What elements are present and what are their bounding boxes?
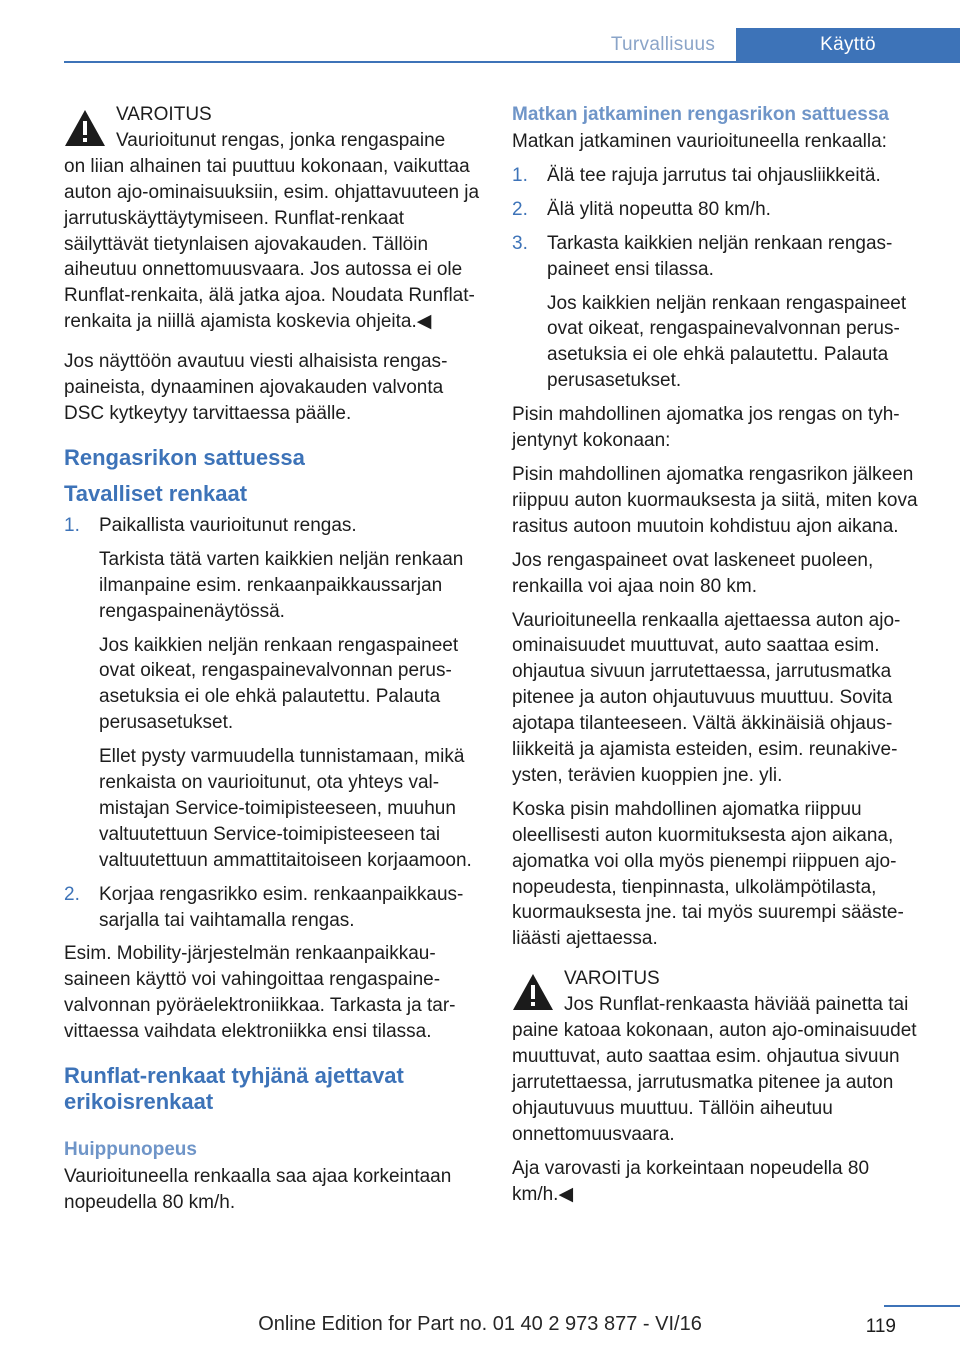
list-item — [512, 231, 928, 394]
paragraph-ominaisuudet: Vaurioituneella renkaalla ajettaessa auton ajo-ominaisuudet muuttuvat, auto saattaa esim. ohjautua sivuun jarrutettaessa, jarrutusmatka pitenee ja auton ohjautuvuus muuttuu. Sovita ajotapa tilanteeseen. Vältä äkkinäisiä ohjausliikkeitä ja ajamista esteiden, esim. reunakiveysten, terävien kuoppien jne. yli. — [512, 609, 901, 786]
step-text: Tarkasta kaikkien neljän renkaan rengaspaineet ensi tilassa. — [547, 232, 893, 280]
step-text: Korjaa rengasrikko esim. renkaanpaikkaussarjalla tai vaihtamalla rengas. — [99, 883, 464, 931]
paragraph-ajomatka-title: Pisin mahdollinen ajomatka jos rengas on tyhjentynyt kokonaan: — [512, 404, 900, 452]
warning-icon — [64, 108, 106, 148]
list-item — [64, 882, 480, 934]
left-column — [64, 102, 480, 1224]
tab-turvallisuus[interactable]: Turvallisuus — [610, 34, 716, 55]
steps-list — [64, 513, 480, 934]
paragraph-ajomatka: Pisin mahdollinen ajomatka rengasrikon jälkeen riippuu auton kuormauksesta ja siitä, miten kova rasitus autoon muutoin kohdistuu ajon aikana. — [512, 463, 918, 537]
warning-first-line: Jos Runflat-renkaasta häviää painetta tai — [564, 994, 909, 1016]
steps-list — [512, 163, 928, 394]
list-item — [64, 513, 480, 874]
warning-title: VAROITUS — [116, 104, 212, 125]
list-item — [512, 197, 928, 223]
step-number: 1. — [512, 164, 528, 186]
header-divider — [64, 61, 960, 63]
step-text: Paikallista vaurioitunut rengas. — [99, 514, 357, 536]
right-column — [512, 102, 928, 1215]
paragraph-dsc: Jos näyttöön avautuu viesti alhaisista rengaspaineista, dynaaminen ajovakauden valvonta DSC kytkeytyy tarvittaessa päälle. — [64, 351, 448, 424]
step-text: Tarkista tätä varten kaikkien neljän renkaan ilmanpaine esim. renkaanpaikkaussarjan rengaspainenäytössä. — [99, 548, 464, 622]
footer-divider — [884, 1305, 960, 1307]
warning-rest: paine katoaa kokonaan, auton ajo-ominaisuudet muuttuvat, auto saattaa esim. ohjautua sivuun jarrutettaessa, jarrutusmatka pitenee ja auton ohjautuvuus muuttuu. Tällöin aiheutuu onnettomuusvaara. — [512, 1020, 917, 1145]
paragraph-mobility: Esim. Mobility-järjestelmän renkaanpaikkausaineen käyttö voi vahingoittaa rengaspainevalvonnan pyöräelektroniikkaa. Tarkasta ja tarvittaessa vaihdata elektroniikka ensi tilassa. — [64, 943, 456, 1043]
paragraph-koska: Koska pisin mahdollinen ajomatka riippuu oleellisesti auton kuormituksesta ajon aikana, ajomatka voi olla myös pienempi riippuen ajonopeudesta, tienpinnasta, ulkolämpötilasta, kuormauksesta jne. tai myös suurempi säästeliäästi ajettaessa. — [512, 798, 904, 950]
page-header — [0, 0, 960, 62]
warning-rest: on liian alhainen tai puuttuu kokonaan, vaikuttaa auton ajo-ominaisuuksiin, esim. ohjattavuuteen ja jarrutuskäyttäytymiseen. Runflat-renkaat säilyttävät tietynlaisen ajovakauden. Tällöin aiheutuu onnettomuusvaara. Jos autossa ei ole Runflat-renkaita, älä jatka ajoa. Noudata Runflat-renkaita ja niillä ajamista koskevia ohjeita.◀ — [64, 155, 480, 333]
paragraph-intro: Matkan jatkaminen vaurioituneella renkaalla: — [512, 131, 887, 152]
step-text: Ellet pysty varmuudella tunnistamaan, mikä renkaista on vaurioitunut, ota yhteys valmistajan Service-toimipisteeseen, muuhun valtuutettuun Service-toimipisteeseen tai valtuutettuun ammattitaitoiseen korjaamoon. — [99, 746, 472, 871]
heading-rengasrikko: Rengasrikon sattuessa — [64, 444, 305, 470]
step-number: 1. — [64, 514, 80, 536]
warning-box — [512, 966, 928, 1147]
step-number: 3. — [512, 232, 528, 254]
step-number: 2. — [64, 883, 80, 905]
heading-huippunopeus: Huippunopeus — [64, 1139, 197, 1161]
warning-icon — [512, 972, 554, 1012]
step-text: Älä tee rajuja jarrutus tai ohjausliikkeitä. — [547, 164, 881, 186]
step-text: Jos kaikkien neljän renkaan rengaspaineet ovat oikeat, rengaspainevalvonnan perusasetuksia ei ole ehkä palautettu. Palauta perusasetukset. — [547, 292, 907, 392]
paragraph-puoleen: Jos rengaspaineet ovat laskeneet puoleen, renkailla voi ajaa noin 80 km. — [512, 549, 874, 597]
edition-footer: Online Edition for Part no. 01 40 2 973 877 - VI/16 — [258, 1313, 702, 1335]
warning-box — [64, 102, 480, 335]
step-number: 2. — [512, 198, 528, 220]
paragraph-varovasti: Aja varovasti ja korkeintaan nopeudella 80 km/h.◀ — [512, 1157, 870, 1205]
page-number: 119 — [865, 1316, 896, 1337]
warning-title: VAROITUS — [564, 968, 660, 990]
heading-matkan-jatkaminen: Matkan jatkaminen rengasrikon sattuessa — [512, 104, 889, 125]
heading-runflat: Runflat-renkaat tyhjänä ajettavat erikoisrenkaat — [64, 1063, 404, 1115]
warning-first-line: Vaurioitunut rengas, jonka rengaspaine — [116, 129, 446, 151]
step-text: Älä ylitä nopeutta 80 km/h. — [547, 198, 771, 220]
step-text: Jos kaikkien neljän renkaan rengaspaineet ovat oikeat, rengaspainevalvonnan perusasetuksia ei ole ehkä palautettu. Palauta perusasetukset. — [99, 634, 459, 734]
list-item — [512, 163, 928, 189]
warning-text — [64, 128, 480, 335]
paragraph-huippunopeus: Vaurioituneella renkaalla saa ajaa korkeintaan nopeudella 80 km/h. — [64, 1166, 452, 1213]
warning-text — [512, 992, 928, 1147]
tab-kaytto[interactable]: Käyttö — [736, 28, 960, 62]
heading-tavalliset: Tavalliset renkaat — [64, 480, 248, 506]
